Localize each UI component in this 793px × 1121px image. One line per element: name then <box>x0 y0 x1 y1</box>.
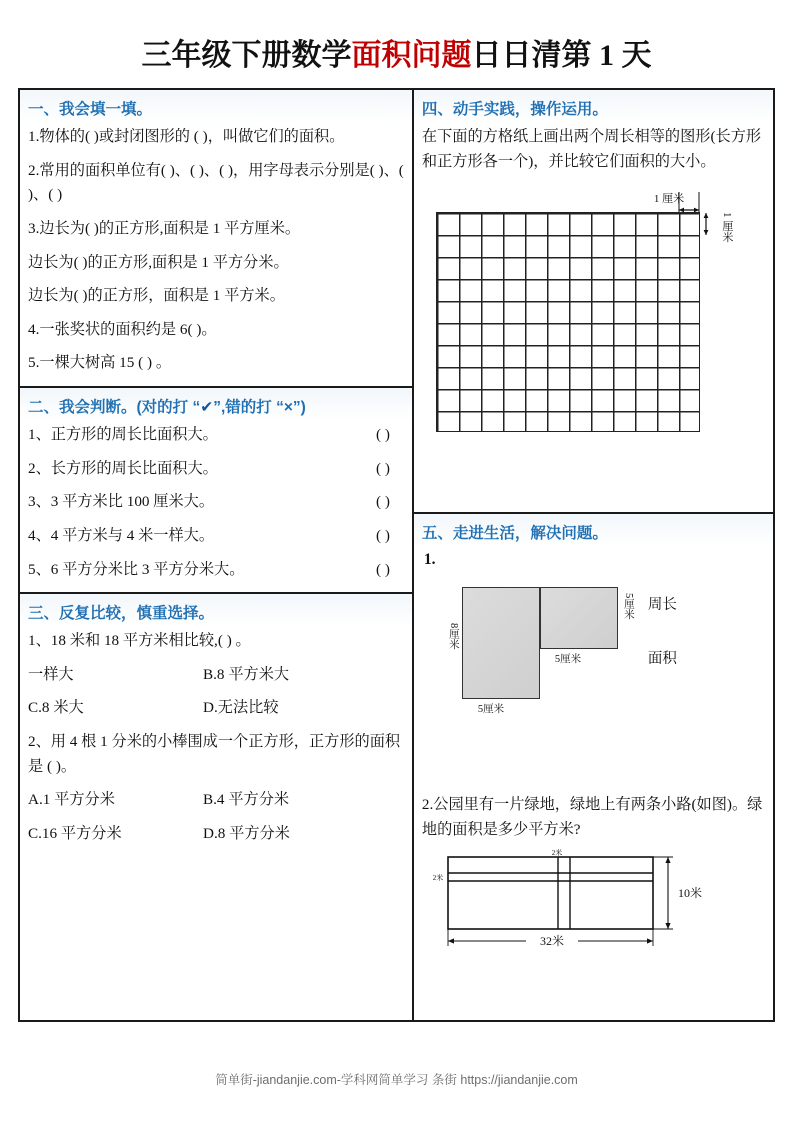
question-5-1-number: 1. <box>423 551 436 568</box>
question-3-1: 1、18 米和 18 平方米相比较,( ) 。 <box>28 632 251 650</box>
judgement-text: 1、正方形的周长比面积大。 <box>28 426 218 443</box>
answer-blank[interactable]: ( ) <box>375 459 390 477</box>
judgement-row <box>28 423 404 448</box>
section-five-heading: 五、走进生活，解决问题。 <box>414 514 773 547</box>
question-1-3: 3.边长为( )的正方形,面积是 1 平方厘米。 <box>28 219 301 237</box>
judgement-row <box>28 457 404 482</box>
l-shape-right-rect <box>540 587 618 649</box>
judgement-text: 3、3 平方米比 100 厘米大。 <box>28 493 215 511</box>
section-two-heading-mid: ”,错的打 “×”) <box>213 399 306 416</box>
svg-text:2米: 2米 <box>551 849 563 858</box>
option-c[interactable]: C.16 平方分米 <box>28 824 122 842</box>
question-1-1: 1.物体的( )或封闭图形的 ( )，叫做它们的面积。 <box>28 128 345 145</box>
question-1-2: 2.常用的面积单位有( )、( )、( )，用字母表示分别是( )、( )、( ) <box>28 161 404 204</box>
section-three <box>20 592 412 1020</box>
green-land-figure <box>430 851 765 951</box>
check-mark-icon: ✔ <box>200 399 214 416</box>
answer-blank[interactable]: ( ) <box>375 493 390 511</box>
section-four <box>414 90 773 512</box>
l-shape-label-right: 5厘米 <box>622 593 634 620</box>
title-part1: 三年级下册数学 <box>141 39 352 72</box>
option-d[interactable]: D.8 平方分米 <box>203 824 290 842</box>
section-four-prompt: 在下面的方格纸上画出两个周长相等的图形(长方形和正方形各一个)，并比较它们面积的大小。 <box>421 128 762 170</box>
perimeter-note: 周长 <box>647 597 677 613</box>
right-column <box>414 90 773 1020</box>
judgement-text: 4、4 平方米与 4 米一样大。 <box>28 526 215 544</box>
section-two <box>20 386 412 592</box>
judgement-text: 5、6 平方分米比 3 平方分米大。 <box>28 560 245 578</box>
answer-blank[interactable]: ( ) <box>375 560 390 578</box>
option-c[interactable]: C.8 米大 <box>28 699 84 717</box>
section-four-heading: 四、动手实践，操作运用。 <box>414 90 773 123</box>
page-title <box>0 30 793 74</box>
section-three-heading: 三、反复比较，慎重选择。 <box>20 594 412 627</box>
section-one-body <box>20 123 412 386</box>
vertical-dimension-arrow-icon <box>702 212 710 236</box>
option-a[interactable]: A.1 平方分米 <box>28 791 115 809</box>
section-four-body <box>414 123 773 436</box>
area-note: 面积 <box>647 651 677 667</box>
option-b[interactable]: B.4 平方分米 <box>203 791 290 809</box>
l-shape-label-left: 8厘米 <box>447 623 459 650</box>
judgement-row <box>28 524 404 549</box>
option-b[interactable]: B.8 平方米大 <box>203 665 290 683</box>
section-two-heading <box>20 388 412 421</box>
svg-text:2米: 2米 <box>432 874 444 883</box>
question-1-3b: 边长为( )的正方形,面积是 1 平方分米。 <box>28 253 289 271</box>
l-shape-label-bottom: 5厘米 <box>477 704 505 715</box>
question-1-4: 4.一张奖状的面积约是 6( )。 <box>28 320 217 338</box>
green-land-diagram <box>430 851 760 951</box>
answer-blank[interactable]: ( ) <box>375 426 390 443</box>
option-d[interactable]: D.无法比较 <box>203 699 279 717</box>
question-3-1-options-row2 <box>28 696 404 721</box>
section-five-body <box>414 547 773 959</box>
grid-label-top: 1 厘米 <box>653 193 685 206</box>
section-three-body <box>20 627 412 863</box>
question-3-2-options-row1 <box>28 788 404 813</box>
question-3-2: 2、用 4 根 1 分米的小棒围成一个正方形，正方形的面积是 ( )。 <box>28 733 401 775</box>
judgement-text: 2、长方形的周长比面积大。 <box>28 459 218 477</box>
title-highlight: 面积问题 <box>351 39 472 72</box>
section-two-heading-prefix: 二、我会判断。(对的打 “ <box>28 399 201 416</box>
worksheet-table <box>18 88 775 1022</box>
question-5-2: 2.公园里有一片绿地，绿地上有两条小路(如图)。绿地的面积是多少平方米? <box>421 796 763 838</box>
footer-watermark: 简单街-jiandanjie.com-学科网简单学习 条街 https://jiandanjie.com <box>215 1073 578 1087</box>
svg-text:10米: 10米 <box>677 886 702 901</box>
grid-label-right: 1 厘米 <box>720 212 733 243</box>
grid-paper-figure <box>432 190 765 422</box>
grid-paper[interactable] <box>436 212 700 432</box>
section-two-body <box>20 421 412 592</box>
question-3-1-options-row1 <box>28 663 404 688</box>
option-a[interactable]: 一样大 <box>28 665 74 683</box>
l-shape-left-rect <box>462 587 540 699</box>
left-column <box>20 90 414 1020</box>
svg-text:32米: 32米 <box>539 934 564 949</box>
question-1-3c: 边长为( )的正方形，面积是 1 平方米。 <box>28 287 285 305</box>
judgement-row <box>28 558 404 583</box>
question-1-5: 5.一棵大树高 15 ( ) 。 <box>28 354 172 372</box>
section-one <box>20 90 412 386</box>
l-shape-figure <box>422 575 765 715</box>
judgement-row <box>28 490 404 515</box>
l-shape-label-mid-bottom: 5厘米 <box>554 654 582 665</box>
answer-blank[interactable]: ( ) <box>375 526 390 544</box>
title-part2: 日日清第 1 天 <box>471 39 652 72</box>
section-one-heading: 一、我会填一填。 <box>20 90 412 123</box>
question-3-2-options-row2 <box>28 822 404 847</box>
section-five <box>414 512 773 1020</box>
